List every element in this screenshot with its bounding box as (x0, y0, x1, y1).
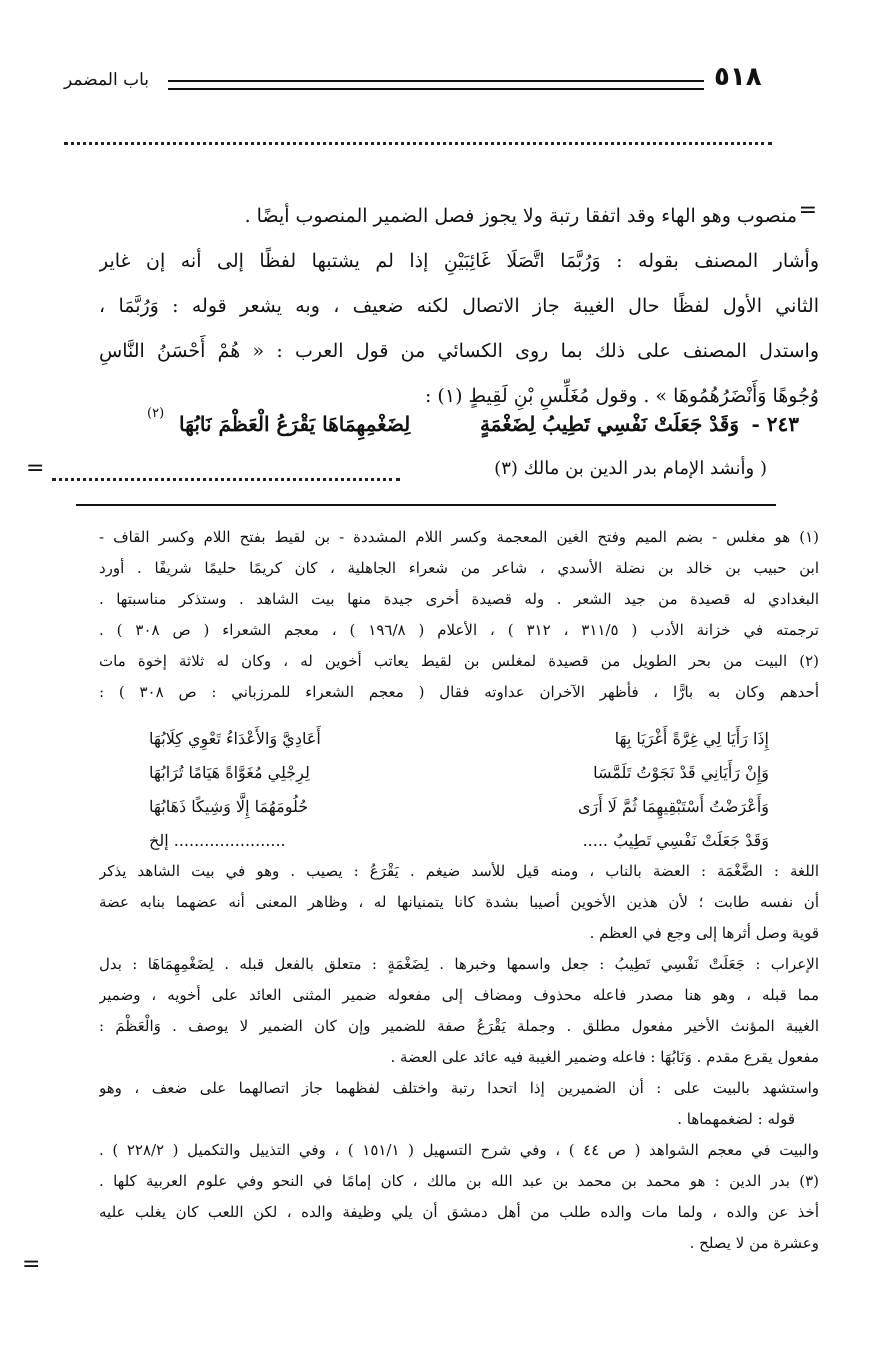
main-line: وأشار المصنف بقوله : وَرُبَّمَا اتَّصَلَا غَائِبَيْنِ إذا لم يشتبها لفظًا إلى أنه إن غاير (99, 250, 819, 272)
poem (149, 722, 769, 858)
footnote-rule (76, 504, 776, 506)
commentary-line: والبيت في معجم الشواهد ( ص ٤٤ ) ، وفي شرح التسهيل ( ١٥١/١ ) ، وفي التذييل والتكميل ( ٢٢٨/٢ ) . (99, 1141, 819, 1159)
commentary-line: (٣) بدر الدين : هو محمد بن محمد بن عبد الله بن مالك ، كان إمامًا في النحو وفي علوم العربية كلها . (99, 1172, 819, 1190)
footnote-line: البغدادي له قصيدة من جيد الشعر . وله قصيدة أخرى جيدة منها بيت الشاهد . وستذكر مناسبتها . (99, 590, 819, 608)
side-mark: = (22, 1252, 41, 1277)
poem-right: إِذَا رَأَيَا لِي غِرَّةً أَغْرَيَا بِهَا (614, 729, 769, 748)
commentary-line: وعشرة من لا يصلح . (689, 1234, 819, 1252)
poem-left: لِرِجْلِي مُغَوَّاةً هَيَامًا تُرَابُهَا (149, 763, 310, 782)
chapter-title: باب المضمر (64, 70, 149, 90)
poem-row (149, 756, 769, 790)
footnote-line: (٢) البيت من بحر الطويل من قصيدة لمغلس بن لقيط يعاتب أخوين له ، وكان له ثلاثة إخوة مات (99, 652, 819, 670)
verse-number: ٢٤٣ - (751, 412, 799, 436)
page-number: ٥١٨ (714, 62, 762, 92)
commentary-line: أن نفسه طابت ؛ لأن هذين الأخوين أصيبا بشدة كانا يتمنيانها له ، وظاهر المعنى أنه عضهما بنابه عضة (99, 893, 819, 911)
end-mark: = (26, 456, 45, 481)
footnote-line: ترجمته في خزانة الأدب ( ٣١١/٥ ، ٣١٢ ) ، الأعلام ( ١٩٦/٨ ) ، معجم الشعراء ( ص ٣٠٨ ) . (99, 621, 819, 639)
footnote-line: أحدهم وكان به بارًّا ، فأظهر الآخران عداوته فقال ( معجم الشعراء للمرزباني : ص ٣٠٨ ) : (99, 683, 819, 701)
main-text (99, 194, 819, 419)
footnote-ref: (٢) (147, 406, 165, 421)
poem-row (149, 722, 769, 756)
commentary-line: مفعول يقرع مقدم . وَنَابُهَا : فاعله وضمير الغيبة فيه عائد على العضة . (390, 1048, 819, 1066)
poem-left: حُلُومَهُمَا إِلَّا وَشِيكًا ذَهَابُهَا (149, 797, 309, 816)
verse-hemistich-1: وَقَدْ جَعَلَتْ نَفْسِي تَطِيبُ لِضَغْمَةٍ (479, 412, 739, 436)
verse-hemistich-2: لِضَغْمِهِمَاهَا يَقْرَعُ الْعَظْمَ نَابُهَا (179, 412, 411, 436)
footnotes-commentary (99, 856, 819, 1259)
closing-line: ( وأنشد الإمام بدر الدين بن مالك (٣) (494, 458, 767, 479)
dotted-separator (64, 142, 772, 145)
commentary-line: مما قبله ، وهو هنا مصدر فاعله محذوف ومضاف إلى مفعوله ضمير المثنى العائد على أخويه ، وضمير (99, 986, 819, 1004)
verse-243 (129, 406, 799, 452)
commentary-line: واستشهد بالبيت على : أن الضميرين إذا اتحدا رتبة واختلف لفظهما جاز اتصالهما على ضعف ، وهو (99, 1079, 819, 1097)
footnotes-block (99, 522, 819, 708)
poem-right: وَقَدْ جَعَلَتْ نَفْسِي تَطِيبُ ..... (582, 831, 769, 850)
poem-left: أَعَادِيَّ وَالأَعْدَاءُ تَعْوِي كِلَابُهَا (149, 729, 321, 748)
main-line: واستدل المصنف على ذلك بما روى الكسائي من قول العرب : « هُمْ أَحْسَنُ النَّاسِ (99, 340, 819, 362)
main-line: منصوب وهو الهاء وقد اتفقا رتبة ولا يجوز فصل الضمير المنصوب أيضًا . (244, 205, 797, 227)
commentary-line: قوله : لضغمهماها . (677, 1110, 795, 1128)
continuation-mark: = (798, 198, 817, 223)
commentary-line: أخذ عن والده ، ولما مات والده طلب من أهل دمشق أن يلي وظيفة والده ، لكن اللعب كان يغلب عليه (99, 1203, 819, 1221)
main-line: الثاني الأول لفظًا حال الغيبة جاز الاتصال لكنه ضعيف ، وبه يشعر قوله : وَرُبَّمَا ، (99, 295, 819, 317)
footnote-line: (١) هو مغلس - بضم الميم وفتح الغين المعجمة وكسر اللام المشددة - بن لقيط بفتح اللام وكسر القاف - (99, 528, 819, 546)
main-line: وُجُوهًا وَأَنْضَرُهُمُوهَا » . وقول مُغَلِّسِ بْنِ لَقِيطٍ (١) : (424, 385, 819, 407)
commentary-line: الغيبة المؤنث الأخير مفعول مطلق . وجملة يَقْرَعُ صفة للضمير وإن كان الضمير لا يوصف . وَالْعَظْمَ : (99, 1017, 819, 1035)
poem-row (149, 824, 769, 858)
commentary-line: اللغة : الضَّغْمَة : العضة بالناب ، ومنه قيل للأسد ضيغم . يَقْرَعُ : يصيب . وهو في بيت الشاهد يذكر (99, 862, 819, 880)
header-rule (168, 80, 704, 90)
footnote-line: ابن حبيب بن خالد بن نضلة الأسدي ، شاعر من شعراء الجاهلية ، كان كريمًا حليمًا شريفًا . أورد (99, 559, 819, 577)
commentary-line: الإعراب : جَعَلَتْ نَفْسِي تَطِيبُ : جعل واسمها وخبرها . لِضَغْمَةٍ : متعلق بالفعل قبله . لِضَغْمِهِمَاهَا : بدل (99, 955, 819, 973)
dotted-continuation (52, 478, 400, 481)
poem-right: وَإِنْ رَأَيَانِي قَدْ نَجَوْتُ تَلَمَّسَا (593, 763, 769, 782)
poem-row (149, 790, 769, 824)
poem-right: وَأَعْرَضْتُ أَسْتَبْقِيهِمَا ثُمَّ لَا أَرَى (577, 797, 769, 816)
poem-left: ...................... إلخ (149, 831, 286, 850)
commentary-line: قوية وصل أثرها إلى وجع في العظم . (589, 924, 819, 942)
